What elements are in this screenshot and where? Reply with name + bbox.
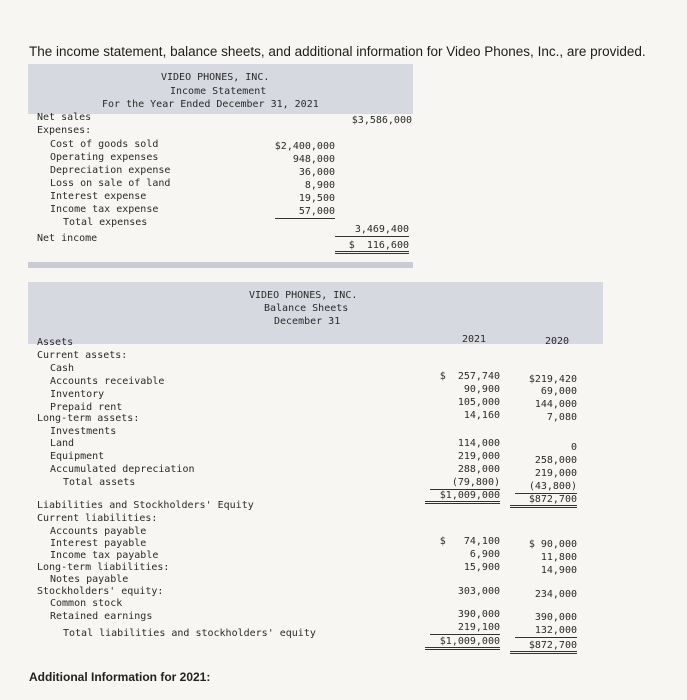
balance-value-2020: 69,000	[540, 386, 577, 397]
expense-value: 948,000	[292, 154, 335, 165]
balance-row-label: Current liabilities:	[37, 513, 158, 524]
balance-title: Balance Sheets	[264, 303, 349, 314]
expense-value: 8,900	[304, 180, 335, 191]
balance-row-label: Prepaid rent	[50, 402, 123, 413]
income-title: Income Statement	[170, 86, 267, 97]
balance-value-2021: 390,000	[457, 609, 500, 620]
balance-row-label: Notes payable	[50, 574, 129, 585]
balance-value-2020: 144,000	[534, 399, 577, 410]
balance-value-2020: (43,800)	[515, 481, 577, 494]
balance-value-2020: 258,000	[534, 455, 577, 466]
balance-row-label: Accounts payable	[50, 526, 147, 537]
balance-value-2021: $1,009,000	[425, 636, 500, 650]
additional-info-heading: Additional Information for 2021:	[29, 670, 211, 684]
balance-value-2020: 11,800	[540, 552, 577, 563]
expenses-label: Expenses:	[37, 125, 92, 136]
expense-label: Cost of goods sold	[50, 139, 159, 150]
balance-row-label: Total assets	[63, 477, 136, 488]
balance-value-2021: 288,000	[457, 464, 500, 475]
balance-value-2020: 219,000	[534, 468, 577, 479]
balance-value-2021: 14,160	[463, 410, 500, 421]
balance-row-label: Income tax payable	[50, 550, 159, 561]
balance-value-2020: $872,700	[510, 640, 577, 654]
income-divider	[28, 262, 413, 268]
balance-value-2020: $219,420	[528, 374, 577, 385]
balance-row-label: Accumulated depreciation	[50, 464, 195, 475]
balance-value-2021: 105,000	[457, 397, 500, 408]
balance-value-2020: $872,700	[510, 494, 577, 508]
balance-value-2021: 219,100	[430, 622, 500, 635]
expense-label: Income tax expense	[50, 204, 159, 215]
balance-row-label: Retained earnings	[50, 611, 153, 622]
balance-date: December 31	[274, 316, 341, 327]
balance-row-label: Total liabilities and stockholders' equity	[63, 628, 316, 639]
balance-row-label: Cash	[50, 363, 75, 374]
income-period: For the Year Ended December 31, 2021	[102, 99, 319, 110]
balance-row-label: Stockholders' equity:	[37, 586, 164, 597]
balance-value-2021: 90,900	[463, 384, 500, 395]
balance-value-2021: 219,000	[457, 451, 500, 462]
balance-row-label: Accounts receivable	[50, 376, 165, 387]
balance-row-label: Long-term assets:	[37, 413, 140, 424]
net-income-value: $ 116,600	[335, 240, 409, 254]
balance-value-2021: 15,900	[463, 562, 500, 573]
net-income-label: Net income	[37, 233, 98, 244]
balance-value-2021: $ 257,740	[439, 371, 500, 382]
total-expenses-label: Total expenses	[63, 217, 148, 228]
net-sales-value: $3,586,000	[351, 115, 412, 126]
balance-row-label: Current assets:	[37, 350, 128, 361]
balance-row-label: Liabilities and Stockholders' Equity	[37, 500, 254, 511]
total-expenses-value: 3,469,400	[335, 224, 409, 237]
balance-row-label: Assets	[37, 337, 74, 348]
balance-company: VIDEO PHONES, INC.	[249, 290, 358, 301]
balance-value-2020: 14,900	[540, 565, 577, 576]
balance-row-label: Common stock	[50, 598, 123, 609]
expense-label: Depreciation expense	[50, 165, 171, 176]
intro-text: The income statement, balance sheets, and additional information for Video Phones, Inc., are provided.	[29, 44, 646, 59]
balance-value-2021: $ 74,100	[439, 536, 500, 547]
balance-row-label: Land	[50, 438, 75, 449]
col-header-2021: 2021	[462, 334, 487, 345]
balance-value-2021: 114,000	[457, 438, 500, 449]
balance-value-2021: 303,000	[457, 586, 500, 597]
expense-label: Operating expenses	[50, 152, 159, 163]
balance-value-2020: 132,000	[515, 625, 577, 638]
balance-row-label: Long-term liabilities:	[37, 562, 170, 573]
expense-value: 36,000	[298, 167, 335, 178]
balance-value-2021: 6,900	[469, 549, 500, 560]
col-header-2020: 2020	[545, 336, 570, 347]
expense-label: Loss on sale of land	[50, 178, 171, 189]
balance-row-label: Interest payable	[50, 538, 147, 549]
balance-value-2020: 234,000	[534, 589, 577, 600]
expense-value: $2,400,000	[274, 141, 335, 152]
balance-row-label: Investments	[50, 426, 117, 437]
balance-value-2020: 0	[570, 442, 577, 453]
balance-row-label: Inventory	[50, 389, 105, 400]
expense-label: Interest expense	[50, 191, 147, 202]
expense-value: 19,500	[298, 193, 335, 204]
balance-value-2020: 390,000	[534, 612, 577, 623]
balance-value-2020: 7,080	[546, 412, 577, 423]
balance-value-2021: $1,009,000	[425, 490, 500, 504]
balance-row-label: Equipment	[50, 451, 105, 462]
net-sales-label: Net sales	[37, 112, 92, 123]
income-company: VIDEO PHONES, INC.	[161, 72, 270, 83]
expense-value: 57,000	[275, 206, 335, 219]
balance-value-2021: (79,800)	[430, 477, 500, 490]
balance-value-2020: $ 90,000	[528, 539, 577, 550]
